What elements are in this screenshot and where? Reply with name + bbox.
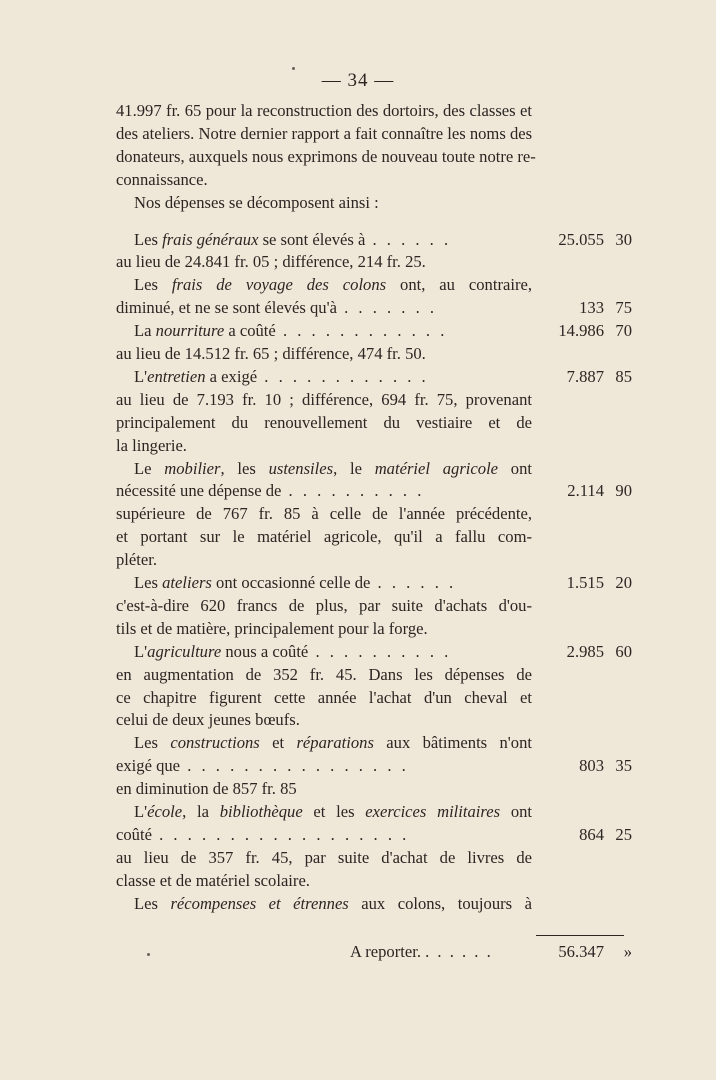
item-text: La bbox=[134, 321, 156, 341]
text-line bbox=[134, 320, 532, 343]
text-line: Nos dépenses se décomposent ainsi : bbox=[134, 192, 379, 212]
body-text bbox=[116, 100, 536, 214]
text-line: pléter. bbox=[116, 550, 158, 570]
item-emphasis: bibliothèque bbox=[219, 802, 303, 821]
amount-centimes: 25 bbox=[615, 824, 632, 844]
expense-amount bbox=[540, 824, 632, 847]
amount-francs: 2.985 bbox=[566, 641, 604, 661]
item-emphasis: agriculture bbox=[147, 641, 222, 661]
leader-dots: . . . . . . . . . . . . bbox=[257, 366, 429, 386]
item-text: ont bbox=[498, 458, 532, 478]
item-text: aux bâtiments n'ont bbox=[373, 733, 532, 753]
expense-amount bbox=[540, 641, 632, 664]
text-line: classe et de matériel scolaire. bbox=[116, 870, 310, 890]
item-text: ont bbox=[500, 802, 533, 821]
page-number: — 34 — bbox=[321, 70, 395, 91]
item-text: aux colons, toujours à bbox=[348, 893, 532, 913]
expense-amount bbox=[540, 572, 632, 595]
total-rule bbox=[536, 935, 624, 936]
amount-centimes: 70 bbox=[615, 321, 632, 341]
text-line bbox=[134, 893, 532, 916]
item-text: nécessité une dépense de bbox=[116, 481, 282, 501]
text-line bbox=[134, 732, 532, 755]
amount-francs: 1.515 bbox=[566, 573, 604, 592]
expense-amount bbox=[540, 229, 632, 252]
item-text: exigé que bbox=[116, 756, 181, 776]
amount-francs: 25.055 bbox=[558, 229, 604, 249]
text-line bbox=[116, 297, 532, 320]
text-line: celui de deux jeunes bœufs. bbox=[116, 710, 300, 730]
text-line: au lieu de 357 fr. 45, par suite d'achat de livres de bbox=[116, 847, 532, 867]
text-line: et portant sur le matériel agricole, qu'il a fallu com- bbox=[116, 527, 532, 547]
item-text: coûté bbox=[116, 824, 152, 844]
leader-dots: . . . . . . . . . . bbox=[281, 481, 425, 501]
expense-amount bbox=[540, 480, 632, 503]
text-line: en augmentation de 352 fr. 45. Dans les dépenses de bbox=[116, 664, 532, 684]
text-line bbox=[116, 480, 532, 503]
item-emphasis: exercices militaires bbox=[365, 802, 501, 821]
text-line: la lingerie. bbox=[116, 435, 187, 455]
leader-dots: . . . . . . . . . . . . bbox=[275, 321, 448, 341]
text-line: supérieure de 767 fr. 85 à celle de l'année précédente, bbox=[116, 504, 532, 524]
item-text: diminué, et ne se sont élevés qu'à bbox=[116, 298, 337, 318]
amount-centimes: 30 bbox=[615, 229, 632, 249]
item-emphasis: nourriture bbox=[155, 321, 225, 341]
amount-francs: 14.986 bbox=[558, 321, 604, 341]
item-emphasis: récompenses et étrennes bbox=[170, 893, 349, 913]
text-line bbox=[134, 458, 532, 481]
item-text: Les bbox=[134, 573, 163, 592]
item-emphasis: constructions bbox=[170, 733, 260, 753]
text-line: en diminution de 857 fr. 85 bbox=[116, 779, 297, 799]
item-text: et les bbox=[302, 802, 366, 821]
item-text: se sont élevés à bbox=[258, 229, 366, 249]
item-emphasis: frais généraux bbox=[162, 229, 259, 249]
item-emphasis: réparations bbox=[296, 733, 374, 753]
item-text: L' bbox=[134, 802, 148, 821]
amount-centimes: 35 bbox=[615, 756, 632, 776]
item-emphasis: école bbox=[147, 802, 183, 821]
item-text: , le bbox=[333, 458, 375, 478]
item-text: Les bbox=[134, 893, 171, 913]
text-line bbox=[116, 824, 532, 847]
item-text: ont occasionné celle de bbox=[211, 573, 371, 592]
item-text: Les bbox=[134, 275, 172, 295]
leader-dots: . . . . . . . bbox=[336, 298, 438, 318]
item-emphasis: entretien bbox=[147, 366, 206, 386]
text-line bbox=[134, 641, 532, 664]
item-text: a coûté bbox=[224, 321, 276, 341]
amount-francs: 7.887 bbox=[566, 366, 604, 386]
carry-forward-label: A reporter. . . . . . . bbox=[350, 942, 493, 961]
item-text: L' bbox=[134, 366, 148, 386]
amount-francs: 2.114 bbox=[567, 481, 604, 501]
carry-forward-amount: 56.347 » bbox=[558, 942, 632, 961]
text-line: tils et de matière, principalement pour la forge. bbox=[116, 618, 428, 638]
text-line: au lieu de 24.841 fr. 05 ; différence, 214 fr. 25. bbox=[116, 252, 426, 272]
text-line bbox=[134, 229, 532, 252]
item-emphasis: ateliers bbox=[162, 573, 212, 592]
leader-dots: . . . . . . bbox=[365, 229, 452, 249]
text-line: donateurs, auxquels nous exprimons de nouveau toute notre re- bbox=[116, 146, 536, 166]
amount-centimes: 20 bbox=[615, 573, 632, 592]
amount-centimes: 85 bbox=[615, 366, 632, 386]
text-line bbox=[134, 801, 532, 824]
item-text: nous a coûté bbox=[221, 641, 309, 661]
leader-dots: . . . . . . bbox=[370, 573, 457, 592]
item-text: , les bbox=[220, 458, 269, 478]
item-emphasis: frais de voyage des colons bbox=[171, 275, 387, 295]
leader-dots: . . . . . . . . . . bbox=[308, 641, 452, 661]
ink-speck bbox=[292, 67, 295, 70]
item-text: ont, au contraire, bbox=[386, 275, 532, 295]
item-text: et bbox=[259, 733, 297, 753]
expense-amount bbox=[540, 366, 632, 389]
item-emphasis: ustensiles bbox=[268, 458, 334, 478]
expense-amount bbox=[540, 755, 632, 778]
item-emphasis: matériel agricole bbox=[374, 458, 499, 478]
item-text: , la bbox=[182, 802, 220, 821]
item-text: Les bbox=[134, 229, 163, 249]
amount-centimes: 75 bbox=[615, 298, 632, 318]
amount-centimes: 90 bbox=[615, 481, 632, 501]
amount-centimes: 60 bbox=[615, 641, 632, 661]
item-text: a exigé bbox=[205, 366, 258, 386]
item-emphasis: mobilier bbox=[164, 458, 221, 478]
text-line: principalement du renouvellement du vestiaire et de bbox=[116, 412, 532, 432]
text-line: 41.997 fr. 65 pour la reconstruction des dortoirs, des classes et bbox=[116, 101, 532, 120]
text-line: ce chapitre figurent cette année l'achat d'un cheval et bbox=[116, 687, 532, 707]
leader-dots: . . . . . . . . . . . . . . . . . . bbox=[151, 824, 410, 844]
text-line: au lieu de 7.193 fr. 10 ; différence, 694 fr. 75, provenant bbox=[116, 389, 532, 409]
text-line bbox=[134, 274, 532, 297]
amount-francs: 133 bbox=[579, 298, 604, 318]
item-text: Les bbox=[134, 733, 171, 753]
item-text: Le bbox=[134, 458, 165, 478]
text-line bbox=[134, 572, 532, 595]
text-line: connaissance. bbox=[116, 169, 208, 189]
text-line: des ateliers. Notre dernier rapport a fait connaître les noms des bbox=[116, 123, 533, 143]
expense-amount bbox=[540, 320, 632, 343]
text-line: c'est-à-dire 620 francs de plus, par suite d'achats d'ou- bbox=[116, 595, 532, 615]
text-line bbox=[134, 366, 532, 389]
text-line bbox=[116, 755, 532, 778]
item-text: L' bbox=[134, 641, 148, 661]
ink-speck bbox=[147, 953, 150, 956]
expense-amount bbox=[540, 297, 632, 320]
leader-dots: . . . . . . . . . . . . . . . . bbox=[180, 756, 409, 776]
amount-francs: 803 bbox=[579, 756, 604, 776]
amount-francs: 864 bbox=[579, 824, 604, 844]
text-line: au lieu de 14.512 fr. 65 ; différence, 474 fr. 50. bbox=[116, 344, 426, 363]
